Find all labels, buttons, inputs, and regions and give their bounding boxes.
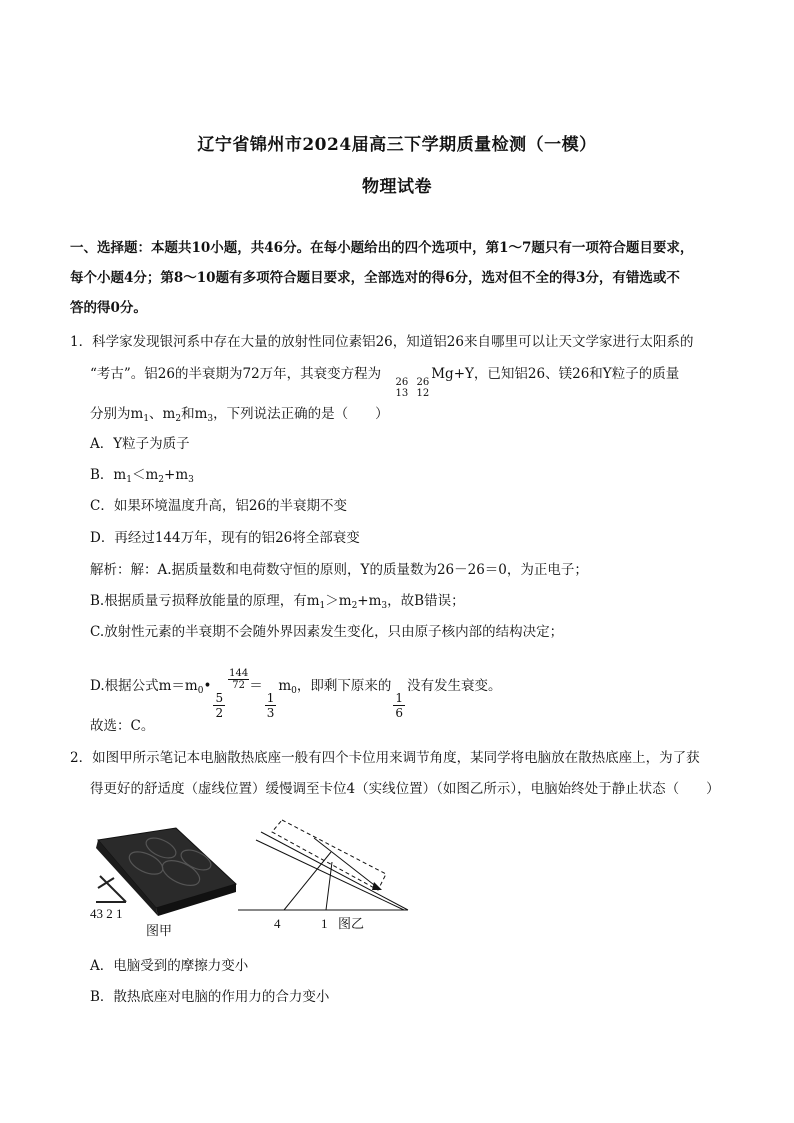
q1-stem-line2: “考古”。铝26的半衰期为72万年，其衰变方程为 26 13 26 12 Mg+Y，已知铝26、镁26和Y粒子的质量 — [90, 366, 680, 399]
angle-diagram — [238, 820, 408, 932]
figure-a-label: 图甲 — [146, 924, 173, 939]
q1-option-b: B．$m_1<m_2+m_3$ — [90, 467, 194, 485]
q2-stem-line1: 2．如图甲所示笔记本电脑散热底座一般有四个卡位用来调节角度，某同学将电脑放在散热底座上，为了获 — [70, 750, 700, 766]
page-subtitle: 物理试卷 — [362, 177, 432, 197]
q2-stem-line2: 得更好的舒适度（虚线位置）缓慢调至卡位4（实线位置）（如图乙所示），电脑始终处于静止状态（ ） — [90, 781, 720, 797]
q1-answer: 故选：C。 — [90, 718, 155, 734]
q1-option-a: A．Y粒子为质子 — [90, 436, 190, 452]
q2-option-b: B．散热底座对电脑的作用力的合力变小 — [90, 989, 330, 1005]
q1-analysis-line1: 解析：解：A.据质量数和电荷数守恒的原则，Y的质量数为26－26＝0，为正电子； — [90, 562, 588, 578]
q1-analysis-line3: C.放射性元素的半衰期不会随外界因素发生变化，只由原子核内部的结构决定； — [90, 624, 564, 640]
fraction-5-2: $\frac{5}{2}$ — [215, 691, 224, 720]
q1-analysis-line4: D.根据公式$m=m_0•$ $\frac{5}{2}$ $\frac{144}{72}$ ＝ $\frac{1}{3}$ $m_0$，即剩下原来的 $\frac{1}{6}$ 没有发生衰变。 — [90, 668, 502, 720]
fraction-1-3: $\frac{1}{3}$ — [266, 691, 275, 720]
q1-option-c: C．如果环境温度升高，铝26的半衰期不变 — [90, 498, 348, 514]
q1-option-d: D．再经过144万年，现有的铝26将全部衰变 — [90, 530, 360, 546]
nuclide-al26: 26 13 — [395, 377, 409, 399]
figure-b-label: 图乙 — [338, 917, 365, 932]
cooling-stand-illustration — [90, 828, 236, 939]
exponent-144-72: $\frac{144}{72}$ — [229, 668, 249, 691]
page-title: 辽宁省锦州市2024届高三下学期质量检测（一模） — [197, 135, 597, 155]
slot-4-label: 4 — [274, 916, 281, 931]
q1-stem-line3: 分别为$m_1$、$m_2$和$m_3$，下列说法正确的是（ ） — [90, 406, 389, 424]
section-intro-line3: 答的得0分。 — [70, 300, 147, 316]
q2-option-a: A．电脑受到的摩擦力变小 — [90, 958, 249, 974]
q1-stem-line1: 1．科学家发现银河系中存在大量的放射性同位素铝26，知道铝26来自哪里可以让天文学家进行太阳系的 — [70, 334, 694, 350]
q2-figure — [86, 818, 416, 943]
nuclide-mg26: 26 12 — [416, 377, 430, 399]
section-intro-line1: 一、选择题：本题共10小题，共46分。在每小题给出的四个选项中，第1～7题只有一项符合题目要求， — [70, 240, 694, 256]
stand-slot-numbers: 43 2 1 — [90, 906, 123, 921]
q1-analysis-line2: B.根据质量亏损释放能量的原理，有$m_1>m_2+m_3$，故B错误； — [90, 593, 465, 611]
fraction-1-6: $\frac{1}{6}$ — [395, 691, 404, 720]
slot-1-label: 1 — [321, 916, 328, 931]
section-intro-line2: 每个小题4分；第8～10题有多项符合题目要求，全部选对的得6分，选对但不全的得3分，有错选或不 — [70, 270, 680, 286]
